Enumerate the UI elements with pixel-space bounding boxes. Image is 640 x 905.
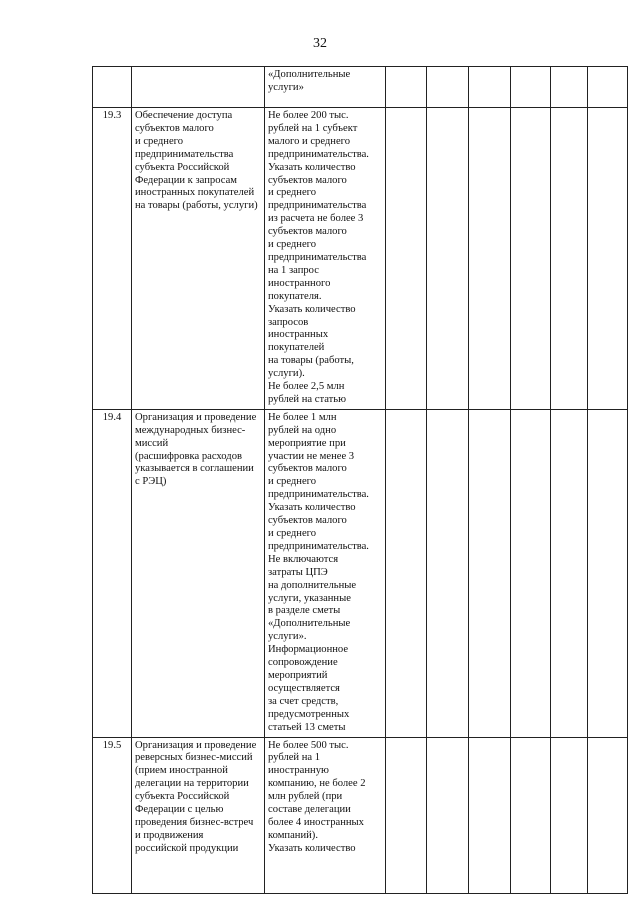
empty-value-cell xyxy=(386,409,427,737)
empty-value-cell xyxy=(469,409,511,737)
conditions-line: млн рублей (при xyxy=(268,791,343,803)
conditions-line: Указать количество xyxy=(268,303,356,315)
conditions-line: мероприятий xyxy=(268,669,328,681)
conditions-line: в разделе сметы xyxy=(268,605,341,617)
table-row xyxy=(93,108,628,410)
item-name-line: субъектов малого xyxy=(135,122,214,134)
item-name-line: международных бизнес- xyxy=(135,424,246,436)
conditions-line: на товары (работы, xyxy=(268,355,354,367)
empty-value-cell xyxy=(551,737,588,893)
conditions-line: услуги» xyxy=(268,81,304,93)
conditions-line: предпринимательства xyxy=(268,251,367,263)
row-number-cell: 19.3 xyxy=(93,108,132,410)
empty-value-cell xyxy=(588,67,628,108)
empty-value-cell xyxy=(511,108,551,410)
item-name-line: Организация и проведение xyxy=(135,411,257,423)
item-name-line: субъекта Российской xyxy=(135,161,230,173)
item-name-line: реверсных бизнес-миссий xyxy=(135,752,253,764)
item-name-line: Федерации с целью xyxy=(135,804,224,816)
item-name-line: иностранных покупателей xyxy=(135,187,255,199)
conditions-line: компанию, не более 2 xyxy=(268,778,366,790)
conditions-line: иностранного xyxy=(268,277,331,289)
conditions-line: осуществляется xyxy=(268,682,340,694)
conditions-cell xyxy=(265,108,386,410)
item-name-line: субъекта Российской xyxy=(135,791,230,803)
empty-value-cell xyxy=(511,409,551,737)
conditions-line: услуги, указанные xyxy=(268,592,351,604)
conditions-line: покупателя. xyxy=(268,290,322,302)
item-name-line: (прием иностранной xyxy=(135,765,228,777)
item-name-line: Обеспечение доступа xyxy=(135,110,233,121)
table-row xyxy=(93,67,628,108)
item-name-cell xyxy=(132,409,265,737)
item-name-cell xyxy=(132,737,265,893)
table-row xyxy=(93,737,628,893)
conditions-line: за счет средств, xyxy=(268,695,339,707)
conditions-line: Не более 1 млн xyxy=(268,411,337,423)
conditions-line: на дополнительные xyxy=(268,579,357,591)
conditions-line: Не включаются xyxy=(268,553,339,565)
row-number-cell: 19.4 xyxy=(93,409,132,737)
item-name-cell xyxy=(132,67,265,108)
empty-value-cell xyxy=(427,409,469,737)
conditions-line: субъектов малого xyxy=(268,226,347,238)
conditions-line: «Дополнительные xyxy=(268,618,351,630)
conditions-line: малого и среднего xyxy=(268,135,351,147)
empty-value-cell xyxy=(427,67,469,108)
empty-value-cell xyxy=(511,737,551,893)
conditions-line: предпринимательства. xyxy=(268,540,369,552)
empty-value-cell xyxy=(427,108,469,410)
conditions-line: сопровождение xyxy=(268,657,338,669)
conditions-line: Указать количество xyxy=(268,161,356,173)
conditions-line: Указать количество xyxy=(268,502,356,514)
conditions-cell xyxy=(265,67,386,108)
conditions-line: запросов xyxy=(268,316,309,328)
conditions-line: предпринимательства. xyxy=(268,489,369,501)
conditions-line: рублей на 1 субъект xyxy=(268,122,358,134)
conditions-line: из расчета не более 3 xyxy=(268,213,364,225)
empty-value-cell xyxy=(551,108,588,410)
conditions-line: услуги). xyxy=(268,368,305,380)
table-row xyxy=(93,409,628,737)
empty-value-cell xyxy=(386,737,427,893)
item-name-line: Организация и проведение xyxy=(135,739,257,751)
conditions-line: составе делегации xyxy=(268,804,351,816)
conditions-line: предпринимательства. xyxy=(268,148,369,160)
conditions-line: субъектов малого xyxy=(268,174,347,186)
item-name-line: (расшифровка расходов xyxy=(135,450,242,462)
row-number-cell: 19.5 xyxy=(93,737,132,893)
item-name-line: российской продукции xyxy=(135,842,239,854)
conditions-line: Не более 500 тыс. xyxy=(268,739,349,751)
conditions-line: мероприятие при xyxy=(268,437,346,449)
budget-table xyxy=(92,66,628,894)
conditions-line: и среднего xyxy=(268,187,317,199)
conditions-line: покупателей xyxy=(268,342,325,354)
conditions-line: субъектов малого xyxy=(268,515,347,527)
item-name-line: предпринимательства xyxy=(135,148,234,160)
item-name-line: указывается в соглашении xyxy=(135,463,254,475)
conditions-line: и среднего xyxy=(268,476,317,488)
empty-value-cell xyxy=(551,409,588,737)
page-number: 32 xyxy=(313,36,327,51)
conditions-line: предпринимательства xyxy=(268,200,367,212)
conditions-line: Не более 2,5 млн xyxy=(268,381,345,393)
conditions-line: участии не менее 3 xyxy=(268,450,355,462)
conditions-cell xyxy=(265,409,386,737)
empty-value-cell xyxy=(469,737,511,893)
conditions-cell xyxy=(265,737,386,893)
item-name-line: и среднего xyxy=(135,135,184,147)
conditions-line: компаний). xyxy=(268,829,318,841)
conditions-line: затраты ЦПЭ xyxy=(268,566,328,578)
item-name-line: делегации на территории xyxy=(135,778,249,790)
conditions-line: на 1 запрос xyxy=(268,264,319,276)
item-name-line: с РЭЦ) xyxy=(135,476,167,488)
item-name-line: миссий xyxy=(135,437,169,449)
item-name-line: и продвижения xyxy=(135,829,204,841)
row-number-cell xyxy=(93,67,132,108)
conditions-line: «Дополнительные xyxy=(268,69,351,80)
item-name-line: проведения бизнес-встреч xyxy=(135,816,254,828)
item-name-line: на товары (работы, услуги) xyxy=(135,200,258,212)
conditions-line: предусмотренных xyxy=(268,708,350,720)
empty-value-cell xyxy=(469,108,511,410)
empty-value-cell xyxy=(469,67,511,108)
conditions-line: рублей на 1 xyxy=(268,752,321,764)
conditions-line: Информационное xyxy=(268,644,349,656)
empty-value-cell xyxy=(551,67,588,108)
conditions-line: рублей на одно xyxy=(268,424,337,436)
conditions-line: Не более 200 тыс. xyxy=(268,110,349,121)
conditions-line: иностранных xyxy=(268,329,329,341)
conditions-line: субъектов малого xyxy=(268,463,347,475)
empty-value-cell xyxy=(427,737,469,893)
conditions-line: услуги». xyxy=(268,631,307,643)
empty-value-cell xyxy=(386,108,427,410)
conditions-line: Указать количество xyxy=(268,842,356,854)
empty-value-cell xyxy=(386,67,427,108)
empty-value-cell xyxy=(588,409,628,737)
conditions-line: более 4 иностранных xyxy=(268,816,364,828)
conditions-line: и среднего xyxy=(268,239,317,251)
conditions-line: статьей 13 сметы xyxy=(268,721,346,733)
empty-value-cell xyxy=(511,67,551,108)
empty-value-cell xyxy=(588,737,628,893)
conditions-line: и среднего xyxy=(268,528,317,539)
item-name-cell xyxy=(132,108,265,410)
conditions-line: рублей на статью xyxy=(268,393,347,405)
empty-value-cell xyxy=(588,108,628,410)
item-name-line: Федерации к запросам xyxy=(135,174,237,186)
conditions-line: иностранную xyxy=(268,765,329,777)
